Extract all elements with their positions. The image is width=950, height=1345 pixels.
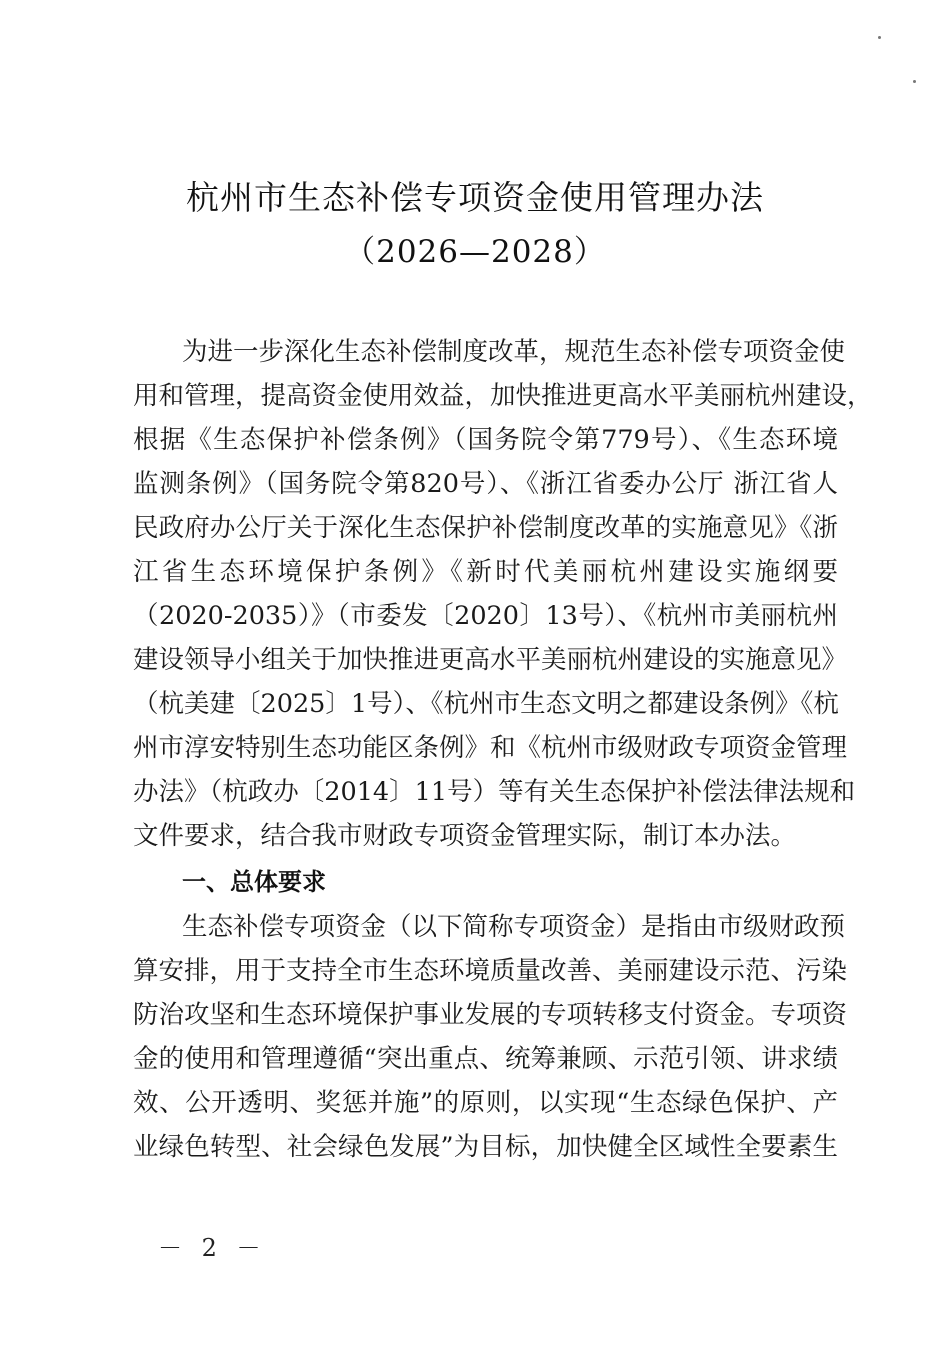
paragraph-line: 监测条例》（国务院令第820号）、《浙江省委办公厅 浙江省人: [133, 469, 838, 499]
paragraph-line: 州市淳安特别生态功能区条例》和《杭州市级财政专项资金管理: [133, 733, 848, 763]
paragraph-line: （杭美建〔2025〕1号）、《杭州市生态文明之都建设条例》《杭: [133, 689, 839, 719]
paragraph-line: （2020-2035）》（市委发〔2020〕13号）、《杭州市美丽杭州: [133, 601, 838, 631]
page-number: － 2 －: [158, 1234, 267, 1262]
paragraph-line: 建设领导小组关于加快推进更高水平美丽杭州建设的实施意见》: [133, 645, 848, 675]
section-heading: 一、总体要求: [182, 868, 326, 896]
scan-speck: [913, 80, 916, 83]
paragraph-line: 金的使用和管理遵循“突出重点、统筹兼顾、示范引领、讲求绩: [133, 1044, 838, 1074]
document-title: 杭州市生态补偿专项资金使用管理办法: [186, 178, 764, 217]
document-subtitle: （2026—2028）: [344, 234, 606, 270]
paragraph-line: 根据《生态保护补偿条例》（国务院令第779号）、《生态环境: [133, 425, 838, 455]
paragraph-line: 防治攻坚和生态环境保护事业发展的专项转移支付资金。专项资: [133, 1000, 848, 1030]
paragraph-line: 江省生态环境保护条例》《新时代美丽杭州建设实施纲要: [133, 557, 838, 587]
paragraph-line: 为进一步深化生态补偿制度改革，规范生态补偿专项资金使: [182, 337, 846, 367]
paragraph-line: 生态补偿专项资金（以下简称专项资金）是指由市级财政预: [182, 912, 846, 942]
paragraph-line: 文件要求，结合我市财政专项资金管理实际，制订本办法。: [133, 821, 797, 851]
paragraph-line: 效、公开透明、奖惩并施”的原则，以实现“生态绿色保护、产: [133, 1088, 838, 1118]
paragraph-line: 用和管理，提高资金使用效益，加快推进更高水平美丽杭州建设，: [133, 381, 873, 411]
paragraph-line: 算安排，用于支持全市生态环境质量改善、美丽建设示范、污染: [133, 956, 848, 986]
paragraph-line: 业绿色转型、社会绿色发展”为目标，加快健全区域性全要素生: [133, 1132, 838, 1162]
paragraph-line: 民政府办公厅关于深化生态保护补偿制度改革的实施意见》《浙: [133, 513, 838, 543]
scan-speck: [878, 36, 881, 39]
paragraph-line: 办法》（杭政办〔2014〕11号）等有关生态保护补偿法律法规和: [133, 777, 856, 807]
